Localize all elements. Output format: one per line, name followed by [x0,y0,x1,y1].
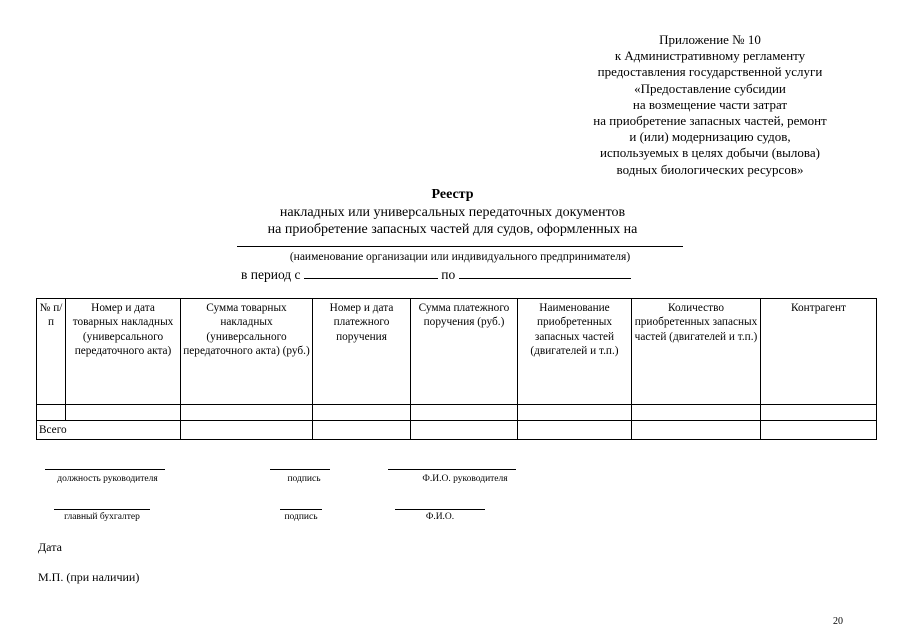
table-cell [313,421,411,440]
col-header-parts-quantity: Количество приобретенных запасных частей (двигателей и т.п.) [632,299,761,405]
accountant-position-caption: главный бухгалтер [64,512,140,522]
date-label: Дата [38,540,62,554]
period-to-label: по [441,267,456,282]
period-from-blank [304,266,438,279]
appendix-header [560,32,860,178]
table-cell [632,421,761,440]
title-line-2: на приобретение запасных частей для судов, оформленных на [267,222,638,237]
total-label: Всего [37,421,181,440]
page-title: Реестр [431,187,474,202]
col-header-parts-name: Наименование приобретенных запасных частей (двигателей и т.п.) [518,299,632,405]
head-position-line [45,469,165,470]
head-name-line [388,469,516,470]
accountant-name-line [395,509,485,510]
period-row [241,266,631,283]
accountant-name-caption: Ф.И.О. [425,512,455,522]
accountant-signature-caption: подпись [284,512,318,522]
period-to-blank [459,266,631,279]
table-cell [313,405,411,421]
appendix-line: водных биологических ресурсов» [616,161,804,177]
appendix-line: и (или) модернизацию судов, [629,129,791,145]
accountant-signature-line [280,509,322,510]
table-cell [411,405,518,421]
col-header-payment-sum: Сумма платежного поручения (руб.) [411,299,518,405]
table-row [37,405,877,421]
col-header-invoice: Номер и дата товарных накладных (универсального передаточного акта) [66,299,181,405]
appendix-line: к Административному регламенту [614,48,806,64]
appendix-line: используемых в целях добычи (вылова) [600,145,820,161]
appendix-line: «Предоставление субсидии [634,80,786,96]
title-line-1: накладных или универсальных передаточных документов [279,205,626,220]
seal-label: М.П. (при наличии) [38,570,140,584]
col-header-invoice-sum: Сумма товарных накладных (универсального передаточного акта) (руб.) [181,299,313,405]
organization-caption: (наименование организации или индивидуального предпринимателя) [289,251,631,263]
col-header-payment-order: Номер и дата платежного поручения [313,299,411,405]
appendix-line: на возмещение части затрат [632,96,788,112]
table-cell [181,405,313,421]
appendix-line: Приложение № 10 [659,32,761,47]
head-name-caption: Ф.И.О. руководителя [422,474,508,484]
organization-name-line [237,246,683,247]
table-cell [518,421,632,440]
accountant-position-line [54,509,150,510]
head-signature-line [270,469,330,470]
appendix-line: на приобретение запасных частей, ремонт [593,113,827,129]
table-cell [761,421,877,440]
total-row [37,421,877,440]
col-header-number: № п/п [37,299,66,405]
table-cell [411,421,518,440]
table-cell [37,405,66,421]
page-number: 20 [833,616,843,627]
table-header-row [37,299,877,405]
appendix-line: предоставления государственной услуги [597,64,823,80]
period-from-label: в период с [241,267,301,282]
table-cell [181,421,313,440]
head-position-caption: должность руководителя [57,474,158,484]
head-signature-caption: подпись [287,474,321,484]
table-cell [632,405,761,421]
table-cell [66,405,181,421]
registry-table [36,298,877,440]
table-cell [518,405,632,421]
table-cell [761,405,877,421]
col-header-counterparty: Контрагент [761,299,877,405]
